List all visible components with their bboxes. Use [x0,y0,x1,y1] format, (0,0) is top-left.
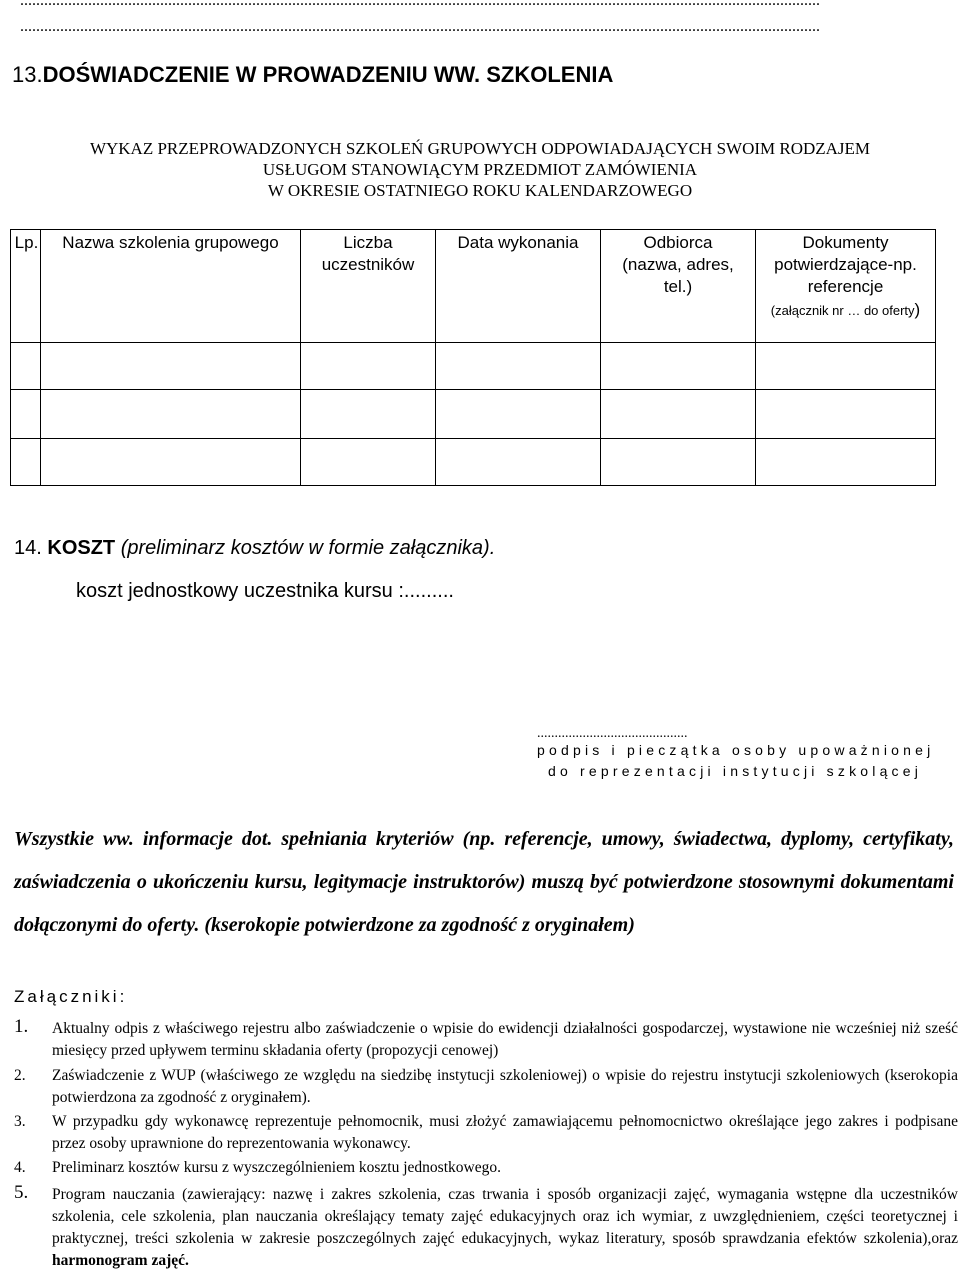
table-cell[interactable] [601,439,756,486]
attachment-item-1 [14,1018,958,1062]
dotted-line-top: ........................................................................................................................................................................................................ [20,0,820,9]
section-14-heading: KOSZT [47,537,116,559]
section-13-title [12,62,613,88]
table-cell[interactable] [41,343,301,390]
attachment-item-4 [14,1157,958,1179]
training-list-table [10,229,936,486]
table-row [11,343,936,390]
col-header-nazwa: Nazwa szkolenia grupowego [41,230,301,343]
table-cell[interactable] [301,390,436,439]
attachment-number: 1. [14,1016,29,1037]
table-cell[interactable] [436,390,601,439]
table-cell[interactable] [756,343,936,390]
col-header-data: Data wykonania [436,230,601,343]
table-row [11,390,936,439]
attachments-label: Załączniki: [14,987,128,1006]
table-cell[interactable] [301,343,436,390]
col-header-dokumenty-note: (załącznik nr … do oferty [770,303,915,318]
unit-cost-line[interactable]: koszt jednostkowy uczestnika kursu :......... [76,580,454,602]
table-cell[interactable] [601,343,756,390]
signature-caption-line2: do reprezentacji instytucji szkolącej [548,763,923,779]
col-header-dokumenty [756,230,936,343]
attachment-item-2 [14,1065,958,1109]
table-header-row [11,230,936,343]
table-cell[interactable] [756,439,936,486]
table-cell[interactable] [601,390,756,439]
attachment-text-bold: harmonogram zajęć. [52,1252,189,1269]
section-13-number: 13. [12,62,43,87]
section-14-title [14,537,495,560]
col-header-odbiorca: Odbiorca (nazwa, adres, tel.) [601,230,756,343]
section-14-subtitle: (preliminarz kosztów w formie załącznika). [120,537,496,559]
list-heading-line2: USŁUGOM STANOWIĄCYM PRZEDMIOT ZAMÓWIENIA [262,160,698,179]
table-cell[interactable] [436,439,601,486]
table-cell[interactable] [41,439,301,486]
table-cell[interactable] [756,390,936,439]
requirements-note: Wszystkie ww. informacje dot. spełniania kryteriów (np. referencje, umowy, świadectwa, dyplomy, certyfikaty, zaświadczenia o ukończeniu kursu, legitymacje instruktorów) muszą być potwierdzone stosownymi dokumentami dołączonymi do oferty. (kserokopie potwierdzone za zgodność z oryginałem) [14,828,954,936]
attachment-number: 3. [14,1113,26,1130]
attachment-text: Zaświadczenie z WUP (właściwego ze względu na siedzibę instytucji szkoleniowej) o wpisie do rejestru instytucji szkoleniowych (kserokopia potwierdzona za zgodność z oryginałem). [52,1067,958,1106]
attachment-item-3 [14,1111,958,1155]
attachment-number: 4. [14,1159,26,1176]
dotted-line-second: ........................................................................................................................................................................................................ [20,18,820,35]
list-heading-line1: WYKAZ PRZEPROWADZONYCH SZKOLEŃ GRUPOWYCH ODPOWIADAJĄCYCH SWOIM RODZAJEM [89,139,871,158]
col-header-lp: Lp. [11,230,41,343]
table-cell[interactable] [436,343,601,390]
table-cell[interactable] [11,439,41,486]
col-header-dokumenty-text: Dokumenty potwierdzające-np. referencje [774,233,917,296]
table-row [11,439,936,486]
signature-caption-line1: podpis i pieczątka osoby upoważnionej [537,742,935,758]
attachment-text: W przypadku gdy wykonawcę reprezentuje pełnomocnik, musi złożyć zamawiającemu pełnomocnictwo określające jego zakres i podpisane przez osoby uprawnione do reprezentowania wykonawcy. [52,1113,958,1152]
table-cell[interactable] [11,390,41,439]
table-cell[interactable] [11,343,41,390]
attachment-text-main: Program nauczania (zawierający: nazwę i zakres szkolenia, czas trwania i sposób organizacji zajęć, wymagania wstępne dla uczestników szkolenia, cele szkolenia, plan nauczania określający tematy zajęć edukacyjnych oraz ich wymiar, z uwzględnieniem, części teoretycznej i praktycznej, treści szkolenia w zakresie poszczególnych zajęć edukacyjnych, wykaz literatury, sposób sprawdzania efektów szkolenia),oraz [52,1186,958,1247]
table-cell[interactable] [301,439,436,486]
signature-dotted-line: ........................................... [537,726,688,741]
attachment-text: Preliminarz kosztów kursu z wyszczególnieniem kosztu jednostkowego. [52,1159,501,1176]
col-header-dokumenty-paren: ) [914,300,921,319]
table-cell[interactable] [41,390,301,439]
attachment-item-5 [14,1184,958,1272]
attachment-number: 2. [14,1067,26,1084]
attachment-number: 5. [14,1182,29,1203]
list-heading-line3: W OKRESIE OSTATNIEGO ROKU KALENDARZOWEGO [267,181,693,200]
attachment-text: Aktualny odpis z właściwego rejestru albo zaświadczenie o wpisie do ewidencji działalności gospodarczej, wystawione nie wcześniej niż sześć miesięcy przed upływem terminu składania oferty (propozycji cenowej) [52,1020,958,1059]
section-13-heading: DOŚWIADCZENIE W PROWADZENIU WW. SZKOLENIA [42,62,614,87]
attachment-text [52,1184,958,1272]
section-14-number: 14. [14,537,42,559]
col-header-liczba: Liczba uczestników [301,230,436,343]
